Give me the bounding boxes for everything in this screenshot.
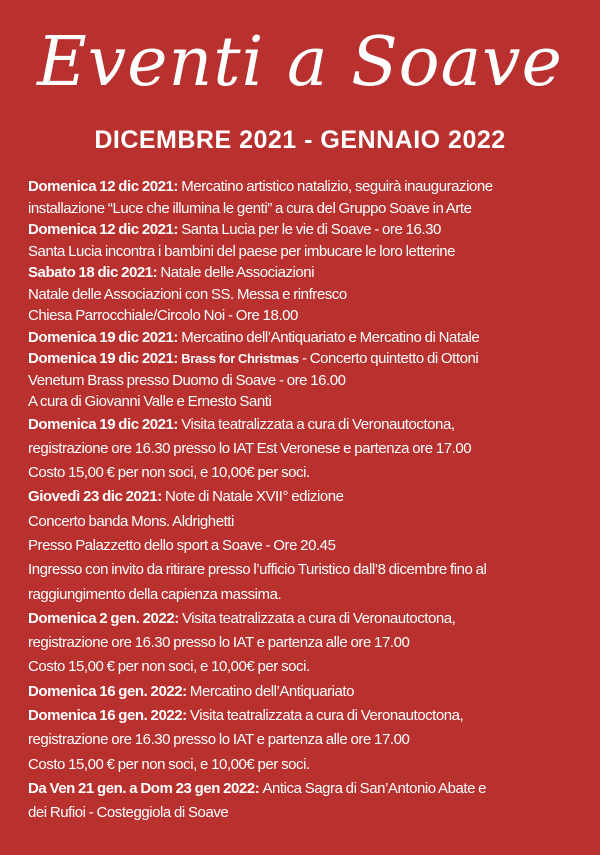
event-date: Domenica 19 dic 2021	[28, 415, 174, 433]
event-item: Domenica 2 gen. 2022: Visita teatralizzata a cura di Veronautoctona, registrazione ore 16.30 presso lo IAT e partenza alle ore 17.00 Costo 15,00 € per non soci, e 10,00€ per soci.	[28, 607, 588, 680]
event-date: Domenica 16 gen. 2022	[28, 682, 183, 700]
event-item: Giovedì 23 dic 2021: Note di Natale XVII° edizione Concerto banda Mons. Aldrighetti Presso Palazzetto dello sport a Soave - Ore 20.45 Ingresso con invito da ritirare presso l’ufficio Turistico dall’8 dicembre fino al raggiungimento della capienza massima.	[28, 485, 588, 606]
event-text: Mercatino dell’Antiquariato	[189, 682, 355, 700]
event-item: Da Ven 21 gen. a Dom 23 gen 2022: Antica Sagra di San’Antonio Abate e dei Rufioi - Costeggiola di Soave	[28, 777, 588, 826]
event-text: Mercatino dell’Antiquariato e Mercatino di Natale	[181, 328, 480, 346]
event-date: Giovedì 23 dic 2021	[28, 488, 158, 506]
event-date: Domenica 2 gen. 2022	[28, 609, 175, 627]
event-text: Antica Sagra di San’Antonio Abate e	[262, 779, 487, 797]
event-text: Venetum Brass presso Duomo di Soave - ore 16.00	[28, 371, 346, 389]
event-item: Sabato 18 dic 2021: Natale delle Associazioni Natale delle Associazioni con SS. Messa e rinfresco Chiesa Parrocchiale/Circolo Noi - Ore 18.00	[28, 262, 588, 327]
event-text: registrazione ore 16.30 presso lo IAT e partenza alle ore 17.00	[28, 634, 410, 652]
event-item: Domenica 12 dic 2021: Mercatino artistico natalizio, seguirà inaugurazione installazione “Luce che illumina le genti” a cura del Gruppo Soave in Arte	[28, 176, 588, 219]
poster-title: Eventi a Soave	[37, 23, 563, 102]
event-item: Domenica 19 dic 2021: Mercatino dell’Antiquariato e Mercatino di Natale	[28, 328, 480, 346]
event-item: Domenica 16 gen. 2022: Visita teatralizzata a cura di Veronautoctona, registrazione ore 16.30 presso lo IAT e partenza alle ore 17.00 Costo 15,00 € per non soci, e 10,00€ per soci.	[28, 704, 588, 777]
event-date: Sabato 18 dic 2021	[28, 264, 153, 281]
event-text: Ingresso con invito da ritirare presso l’ufficio Turistico dall’8 dicembre fino al	[28, 561, 487, 579]
event-date: Domenica 19 dic 2021	[28, 350, 174, 367]
event-text: - Concerto quintetto di Ottoni	[298, 350, 479, 367]
event-text: Chiesa Parrocchiale/Circolo Noi - Ore 18.00	[28, 307, 298, 324]
event-text: Presso Palazzetto dello sport a Soave - Ore 20.45	[28, 536, 336, 554]
event-text: Visita teatralizzata a cura di Veronautoctona,	[182, 609, 456, 627]
event-text: registrazione ore 16.30 presso lo IAT e partenza alle ore 17.00	[28, 731, 410, 749]
event-date: Da Ven 21 gen. a Dom 23 gen 2022	[28, 779, 255, 797]
event-text: Concerto banda Mons. Aldrighetti	[28, 512, 234, 530]
event-text: Natale delle Associazioni	[160, 264, 315, 281]
event-date: Domenica 16 gen. 2022	[28, 707, 183, 725]
event-text: A cura di Giovanni Valle e Ernesto Santi	[28, 393, 272, 410]
event-text: Visita teatralizzata a cura di Veronautoctona,	[189, 707, 464, 725]
event-item: Domenica 19 dic 2021: Visita teatralizzata a cura di Veronautoctona, registrazione ore 16.30 presso lo IAT Est Veronese e partenza ore 17.00 Costo 15,00 € per non soci, e 10,00€ per soci.	[28, 413, 588, 486]
event-item: Domenica 16 gen. 2022: Mercatino dell’Antiquariato	[28, 682, 355, 700]
event-text: Costo 15,00 € per non soci, e 10,00€ per soci.	[28, 755, 310, 773]
event-text: installazione “Luce che illumina le genti” a cura del Gruppo Soave in Arte	[28, 199, 472, 217]
event-item: Domenica 19 dic 2021: Brass for Christmas - Concerto quintetto di Ottoni Venetum Brass presso Duomo di Soave - ore 16.00 A cura di Giovanni Valle e Ernesto Santi	[28, 348, 588, 413]
event-text: registrazione ore 16.30 presso lo IAT Est Veronese e partenza ore 17.00	[28, 439, 472, 457]
event-text: Note di Natale XVII° edizione	[164, 488, 344, 506]
event-date: Domenica 12 dic 2021	[28, 221, 174, 238]
event-text: raggiungimento della capienza massima.	[28, 585, 282, 603]
event-text: Visita teatralizzata a cura di Veronautoctona,	[181, 415, 455, 433]
event-date: Domenica 12 dic 2021	[28, 178, 174, 195]
event-date: Domenica 19 dic 2021	[28, 328, 174, 346]
event-text: Santa Lucia per le vie di Soave - ore 16.30	[181, 221, 441, 238]
poster-subtitle: DICEMBRE 2021 - GENNAIO 2022	[94, 126, 506, 154]
event-text: Natale delle Associazioni con SS. Messa e rinfresco	[28, 285, 347, 303]
event-text: Costo 15,00 € per non soci, e 10,00€ per soci.	[28, 464, 310, 482]
event-item: Domenica 12 dic 2021: Santa Lucia per le vie di Soave - ore 16.30 Santa Lucia incontra i bambini del paese per imbucare le loro letterine	[28, 219, 588, 262]
event-text: Costo 15,00 € per non soci, e 10,00€ per soci.	[28, 658, 310, 676]
event-list	[28, 176, 588, 826]
event-text: Santa Lucia incontra i bambini del paese per imbucare le loro letterine	[28, 242, 455, 260]
event-text: dei Rufioi - Costeggiola di Soave	[28, 804, 229, 822]
event-highlight: Brass for Christmas	[181, 351, 299, 366]
event-text: Mercatino artistico natalizio, seguirà inaugurazione	[181, 178, 493, 195]
